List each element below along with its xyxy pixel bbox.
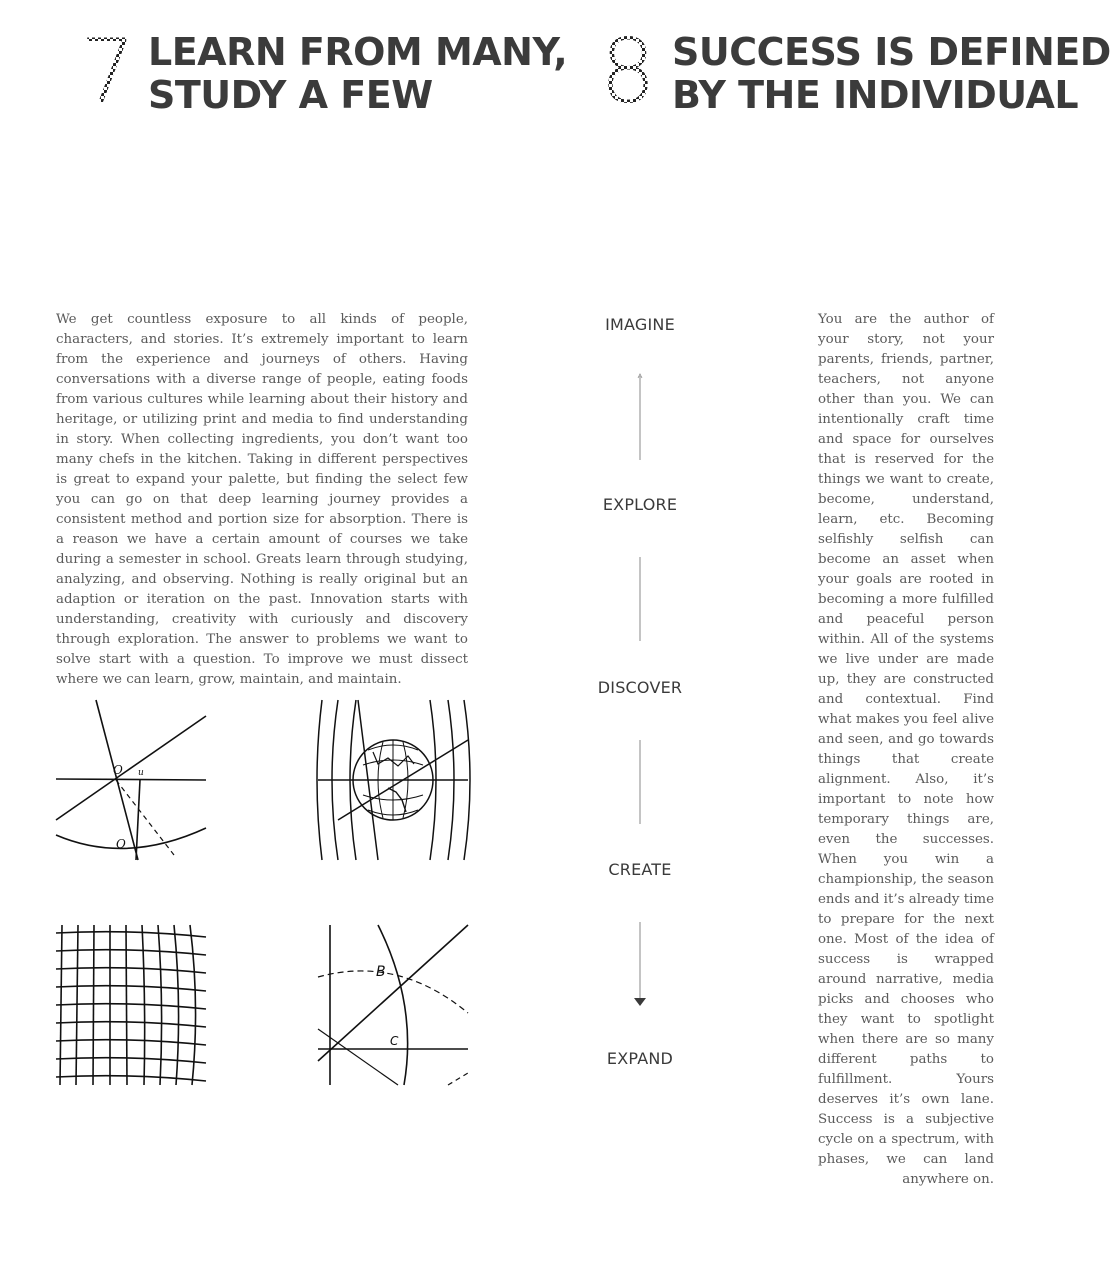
connector-arrow-up bbox=[639, 372, 641, 460]
cycle-step-create: CREATE bbox=[608, 860, 672, 879]
section-8-title-line-1: SUCCESS IS DEFINED bbox=[672, 30, 1111, 74]
section-8-number bbox=[600, 20, 656, 123]
connector-line-2 bbox=[639, 740, 641, 824]
connector-line-1 bbox=[639, 557, 641, 641]
section-8-body: You are the author of your story, not your parents, friends, partner, teachers, not anyone other than you. We can intentionally craft time and space for ourselves that is reserved for the things we want to create, become, understand, learn, etc. Becoming selfishly selfish can become an asset when your goals are rooted in becoming a more fulfilled and peaceful person within. All of the systems we live under are made up, they are constructed and contextual. Find what makes you feel alive and seen, and go towards things that create alignment. Also, it’s important to note how temporary things are, even the successes. When you win a championship, the season ends and it’s already time to prepare for the next one. Most of the idea of success is wrapped around narrative, media picks and chooses who they want to spotlight when there are so many different paths to fulfillment. Yours deserves it’s own lane. Success is a subjective cycle on a spectrum, with phases, we can land anywhere on. bbox=[818, 312, 994, 1187]
cycle-step-imagine: IMAGINE bbox=[605, 315, 675, 334]
cycle-step-expand: EXPAND bbox=[606, 1049, 674, 1068]
svg-text:O: O bbox=[113, 763, 123, 777]
section-8-title-line-2: BY THE INDIVIDUAL bbox=[672, 73, 1079, 117]
svg-text:B: B bbox=[376, 964, 386, 980]
section-8-title bbox=[672, 31, 1111, 117]
section-7-title bbox=[148, 31, 567, 117]
geometry-figure-arcs bbox=[318, 925, 468, 1085]
globe-projection-figure bbox=[318, 700, 468, 860]
geometry-figure-lines bbox=[56, 700, 206, 860]
cycle-step-discover: DISCOVER bbox=[597, 678, 683, 697]
section-7-title-line-1: LEARN FROM MANY, bbox=[148, 30, 568, 74]
section-7-number bbox=[80, 20, 136, 123]
svg-text:8: 8 bbox=[600, 20, 656, 123]
warped-grid-figure bbox=[56, 925, 206, 1085]
connector-arrow-down bbox=[639, 922, 641, 1006]
svg-text:u: u bbox=[138, 768, 144, 778]
svg-text:C: C bbox=[390, 1034, 399, 1048]
svg-text:7: 7 bbox=[80, 20, 136, 123]
section-7-title-line-2: STUDY A FEW bbox=[148, 73, 433, 117]
section-7-body: We get countless exposure to all kinds of people, characters, and stories. It’s extremely important to learn from the experience and journeys of others. Having conversations with a diverse range of people, eating foods from various cultures while learning about their history and heritage, or utilizing print and media to find understanding in story. When collecting ingredients, you don’t want too many chefs in the kitchen. Taking in different perspectives is great to expand your palette, but finding the select few you can go on that deep learning journey provides a consistent method and portion size for absorption. There is a reason we have a certain amount of courses we take during a semester in school. Greats learn through studying, analyzing, and observing. Nothing is really original but an adaption or iteration on the past. Innovation starts with understanding, creativity with curiously and discovery through exploration. The answer to problems we want to solve start with a question. To improve we must dissect where we can learn, grow, maintain, and maintain. bbox=[56, 312, 468, 687]
cycle-step-explore: EXPLORE bbox=[602, 495, 678, 514]
svg-text:O: O bbox=[116, 837, 126, 851]
